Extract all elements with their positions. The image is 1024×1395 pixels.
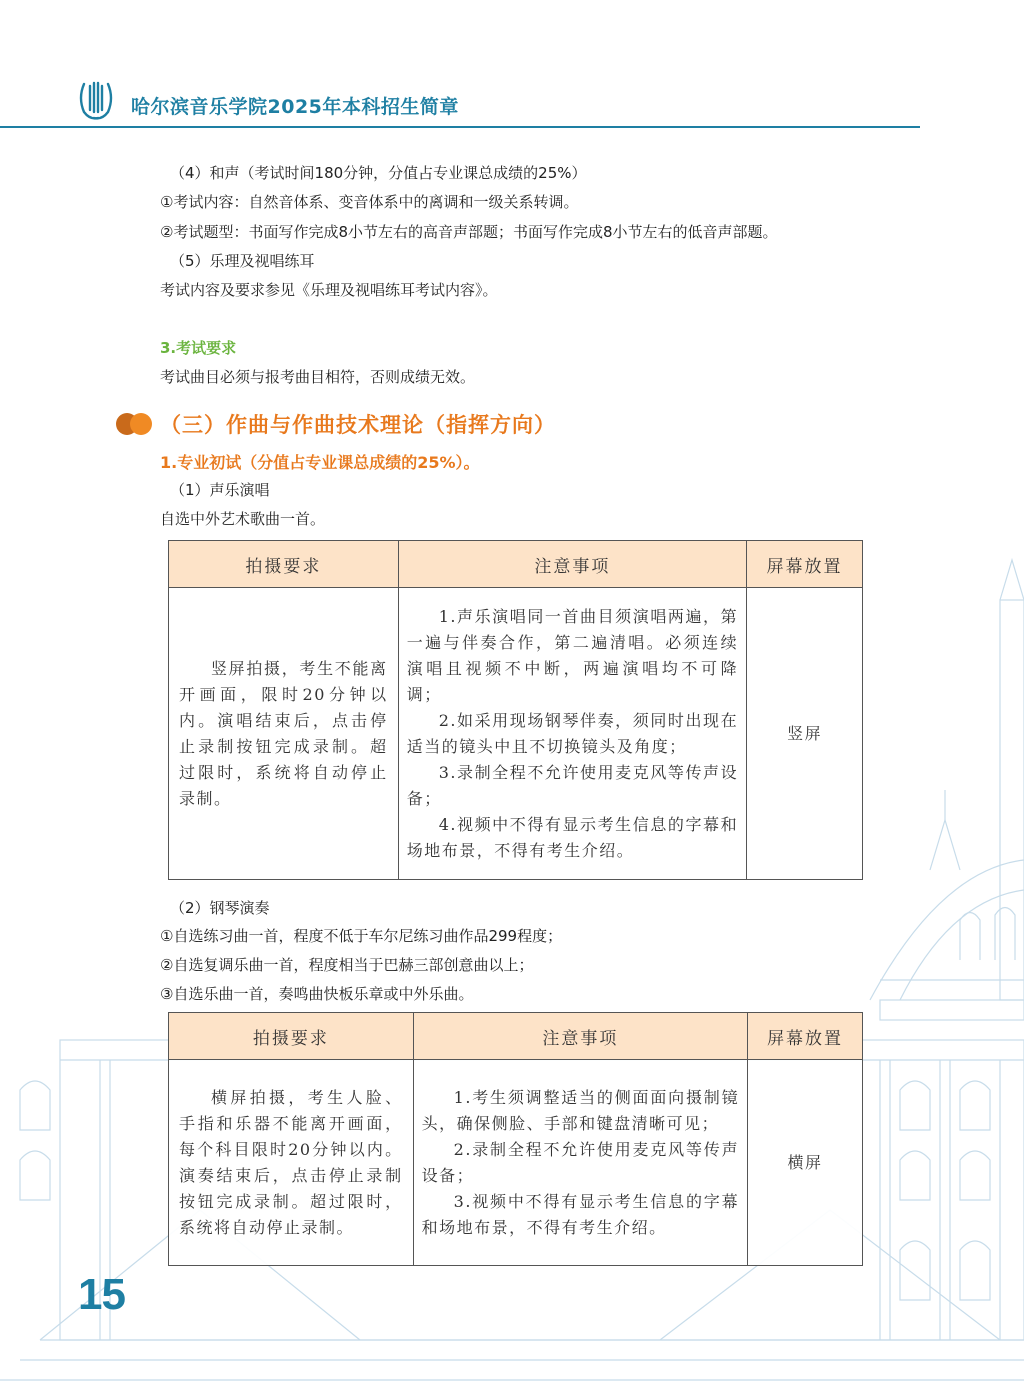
harmony-type-line: ②考试题型：书面写作完成8小节左右的高音声部题；书面写作完成8小节左右的低音声部题。: [160, 223, 778, 241]
note-item: 1.考生须调整适当的侧面面向摄制镜头，确保侧脸、手部和键盘清晰可见；: [421, 1087, 740, 1133]
piano-heading: （2）钢琴演奏: [170, 899, 270, 917]
page-header: [0, 70, 920, 128]
piano-requirements-table: [168, 1012, 863, 1266]
shooting-requirement-text: 横屏拍摄，考生人脸、手指和乐器不能离开画面，每个科目限时20分钟以内。演奏结束后，点击停止录制按钮完成录制。超过限时，系统将自动停止录制。: [179, 1087, 403, 1237]
screen-orientation-cell: 横屏: [748, 1060, 863, 1266]
table-header-screen: 屏幕放置: [747, 541, 863, 588]
harmony-content-line: ①考试内容：自然音体系、变音体系中的离调和一级关系转调。: [160, 193, 579, 211]
shooting-requirement-cell: [169, 1060, 414, 1266]
exam-requirements-text: 考试曲目必须与报考曲目相符，否则成绩无效。: [160, 368, 476, 386]
notes-cell: [398, 588, 746, 880]
shooting-requirement-text: 竖屏拍摄，考生不能离开画面，限时20分钟以内。演唱结束后，点击停止录制按钮完成录制。超过限时，系统将自动停止录制。: [179, 658, 388, 808]
table-header-row: [169, 1013, 863, 1060]
exam-requirements-heading: 3.考试要求: [160, 339, 237, 357]
table-row: [169, 588, 863, 880]
subsection-title: 1.专业初试（分值占专业课总成绩的25%）。: [160, 453, 480, 472]
piano-item: ③自选乐曲一首，奏鸣曲快板乐章或中外乐曲。: [160, 985, 474, 1003]
notes-cell: [413, 1060, 747, 1266]
vocal-requirements-table: [168, 540, 863, 880]
vocal-desc: 自选中外艺术歌曲一首。: [160, 510, 326, 528]
header-title: 哈尔滨音乐学院2025年本科招生简章: [131, 96, 459, 118]
vocal-heading: （1）声乐演唱: [170, 481, 270, 499]
bullet-dot-icon: [130, 413, 152, 435]
table-header-notes: 注意事项: [413, 1013, 747, 1060]
table-header-row: [169, 541, 863, 588]
table-header-shooting: 拍摄要求: [169, 1013, 414, 1060]
note-item: 1.声乐演唱同一首曲目须演唱两遍，第一遍与伴奏合作，第二遍清唱。必须连续演唱且视频不中断，两遍演唱均不可降调；: [406, 606, 739, 704]
table-header-shooting: 拍摄要求: [169, 541, 399, 588]
solfeggio-text: 考试内容及要求参见《乐理及视唱练耳考试内容》。: [160, 281, 498, 299]
solfeggio-heading: （5）乐理及视唱练耳: [170, 252, 315, 270]
piano-item: ①自选练习曲一首，程度不低于车尔尼练习曲作品299程度；: [160, 927, 563, 945]
harp-logo-icon: [76, 78, 116, 122]
harmony-heading: （4）和声（考试时间180分钟，分值占专业课总成绩的25%）: [170, 164, 587, 182]
table-header-notes: 注意事项: [398, 541, 746, 588]
table-header-screen: 屏幕放置: [748, 1013, 863, 1060]
table-row: [169, 1060, 863, 1266]
section-heading: [116, 408, 556, 440]
note-item: 3.录制全程不允许使用麦克风等传声设备；: [406, 762, 739, 808]
note-item: 2.如采用现场钢琴伴奏，须同时出现在适当的镜头中且不切换镜头及角度；: [406, 710, 739, 756]
note-item: 4.视频中不得有显示考生信息的字幕和场地布景，不得有考生介绍。: [406, 814, 739, 860]
screen-orientation-cell: 竖屏: [747, 588, 863, 880]
note-item: 2.录制全程不允许使用麦克风等传声设备；: [421, 1139, 740, 1185]
shooting-requirement-cell: [169, 588, 399, 880]
piano-item: ②自选复调乐曲一首，程度相当于巴赫三部创意曲以上；: [160, 956, 534, 974]
page-number: 15: [78, 1270, 125, 1319]
section-title: （三）作曲与作曲技术理论（指挥方向）: [160, 413, 556, 437]
note-item: 3.视频中不得有显示考生信息的字幕和场地布景，不得有考生介绍。: [421, 1191, 740, 1237]
